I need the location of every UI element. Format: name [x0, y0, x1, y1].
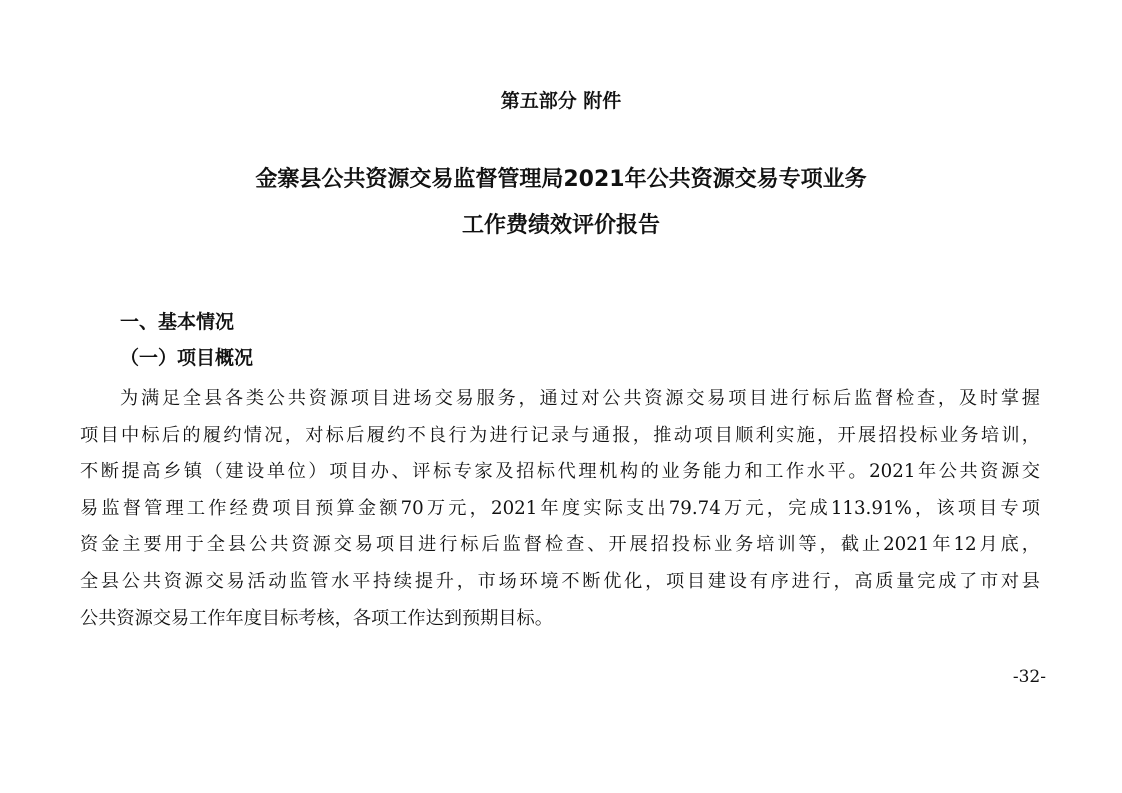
paragraph-line: 易监督管理工作经费项目预算金额70万元，2021年度实际支出79.74万元，完成113.91%，该项目专项 [80, 497, 1040, 519]
section-heading: 一、基本情况 [120, 311, 235, 333]
paragraph-line: 全县公共资源交易活动监管水平持续提升，市场环境不断优化，项目建设有序进行，高质量完成了市对县 [80, 570, 1040, 592]
page-number: -32- [1012, 667, 1046, 687]
body-paragraph [80, 381, 1040, 637]
paragraph-line: 不断提高乡镇（建设单位）项目办、评标专家及招标代理机构的业务能力和工作水平。2021年公共资源交 [80, 461, 1040, 483]
part-title: 第五部分 附件 [500, 90, 622, 112]
report-title-line-1: 金寨县公共资源交易监督管理局2021年公共资源交易专项业务 [255, 167, 867, 192]
subsection-heading: （一）项目概况 [120, 347, 254, 369]
paragraph-line: 资金主要用于全县公共资源交易项目进行标后监督检查、开展招投标业务培训等，截止2021年12月底， [80, 534, 1040, 556]
paragraph-line: 项目中标后的履约情况，对标后履约不良行为进行记录与通报，推动项目顺利实施，开展招投标业务培训， [80, 424, 1040, 446]
paragraph-line: 公共资源交易工作年度目标考核，各项工作达到预期目标。 [80, 607, 553, 629]
report-title-line-2: 工作费绩效评价报告 [461, 213, 660, 238]
paragraph-line: 为满足全县各类公共资源项目进场交易服务，通过对公共资源交易项目进行标后监督检查，及时掌握 [120, 388, 1040, 409]
